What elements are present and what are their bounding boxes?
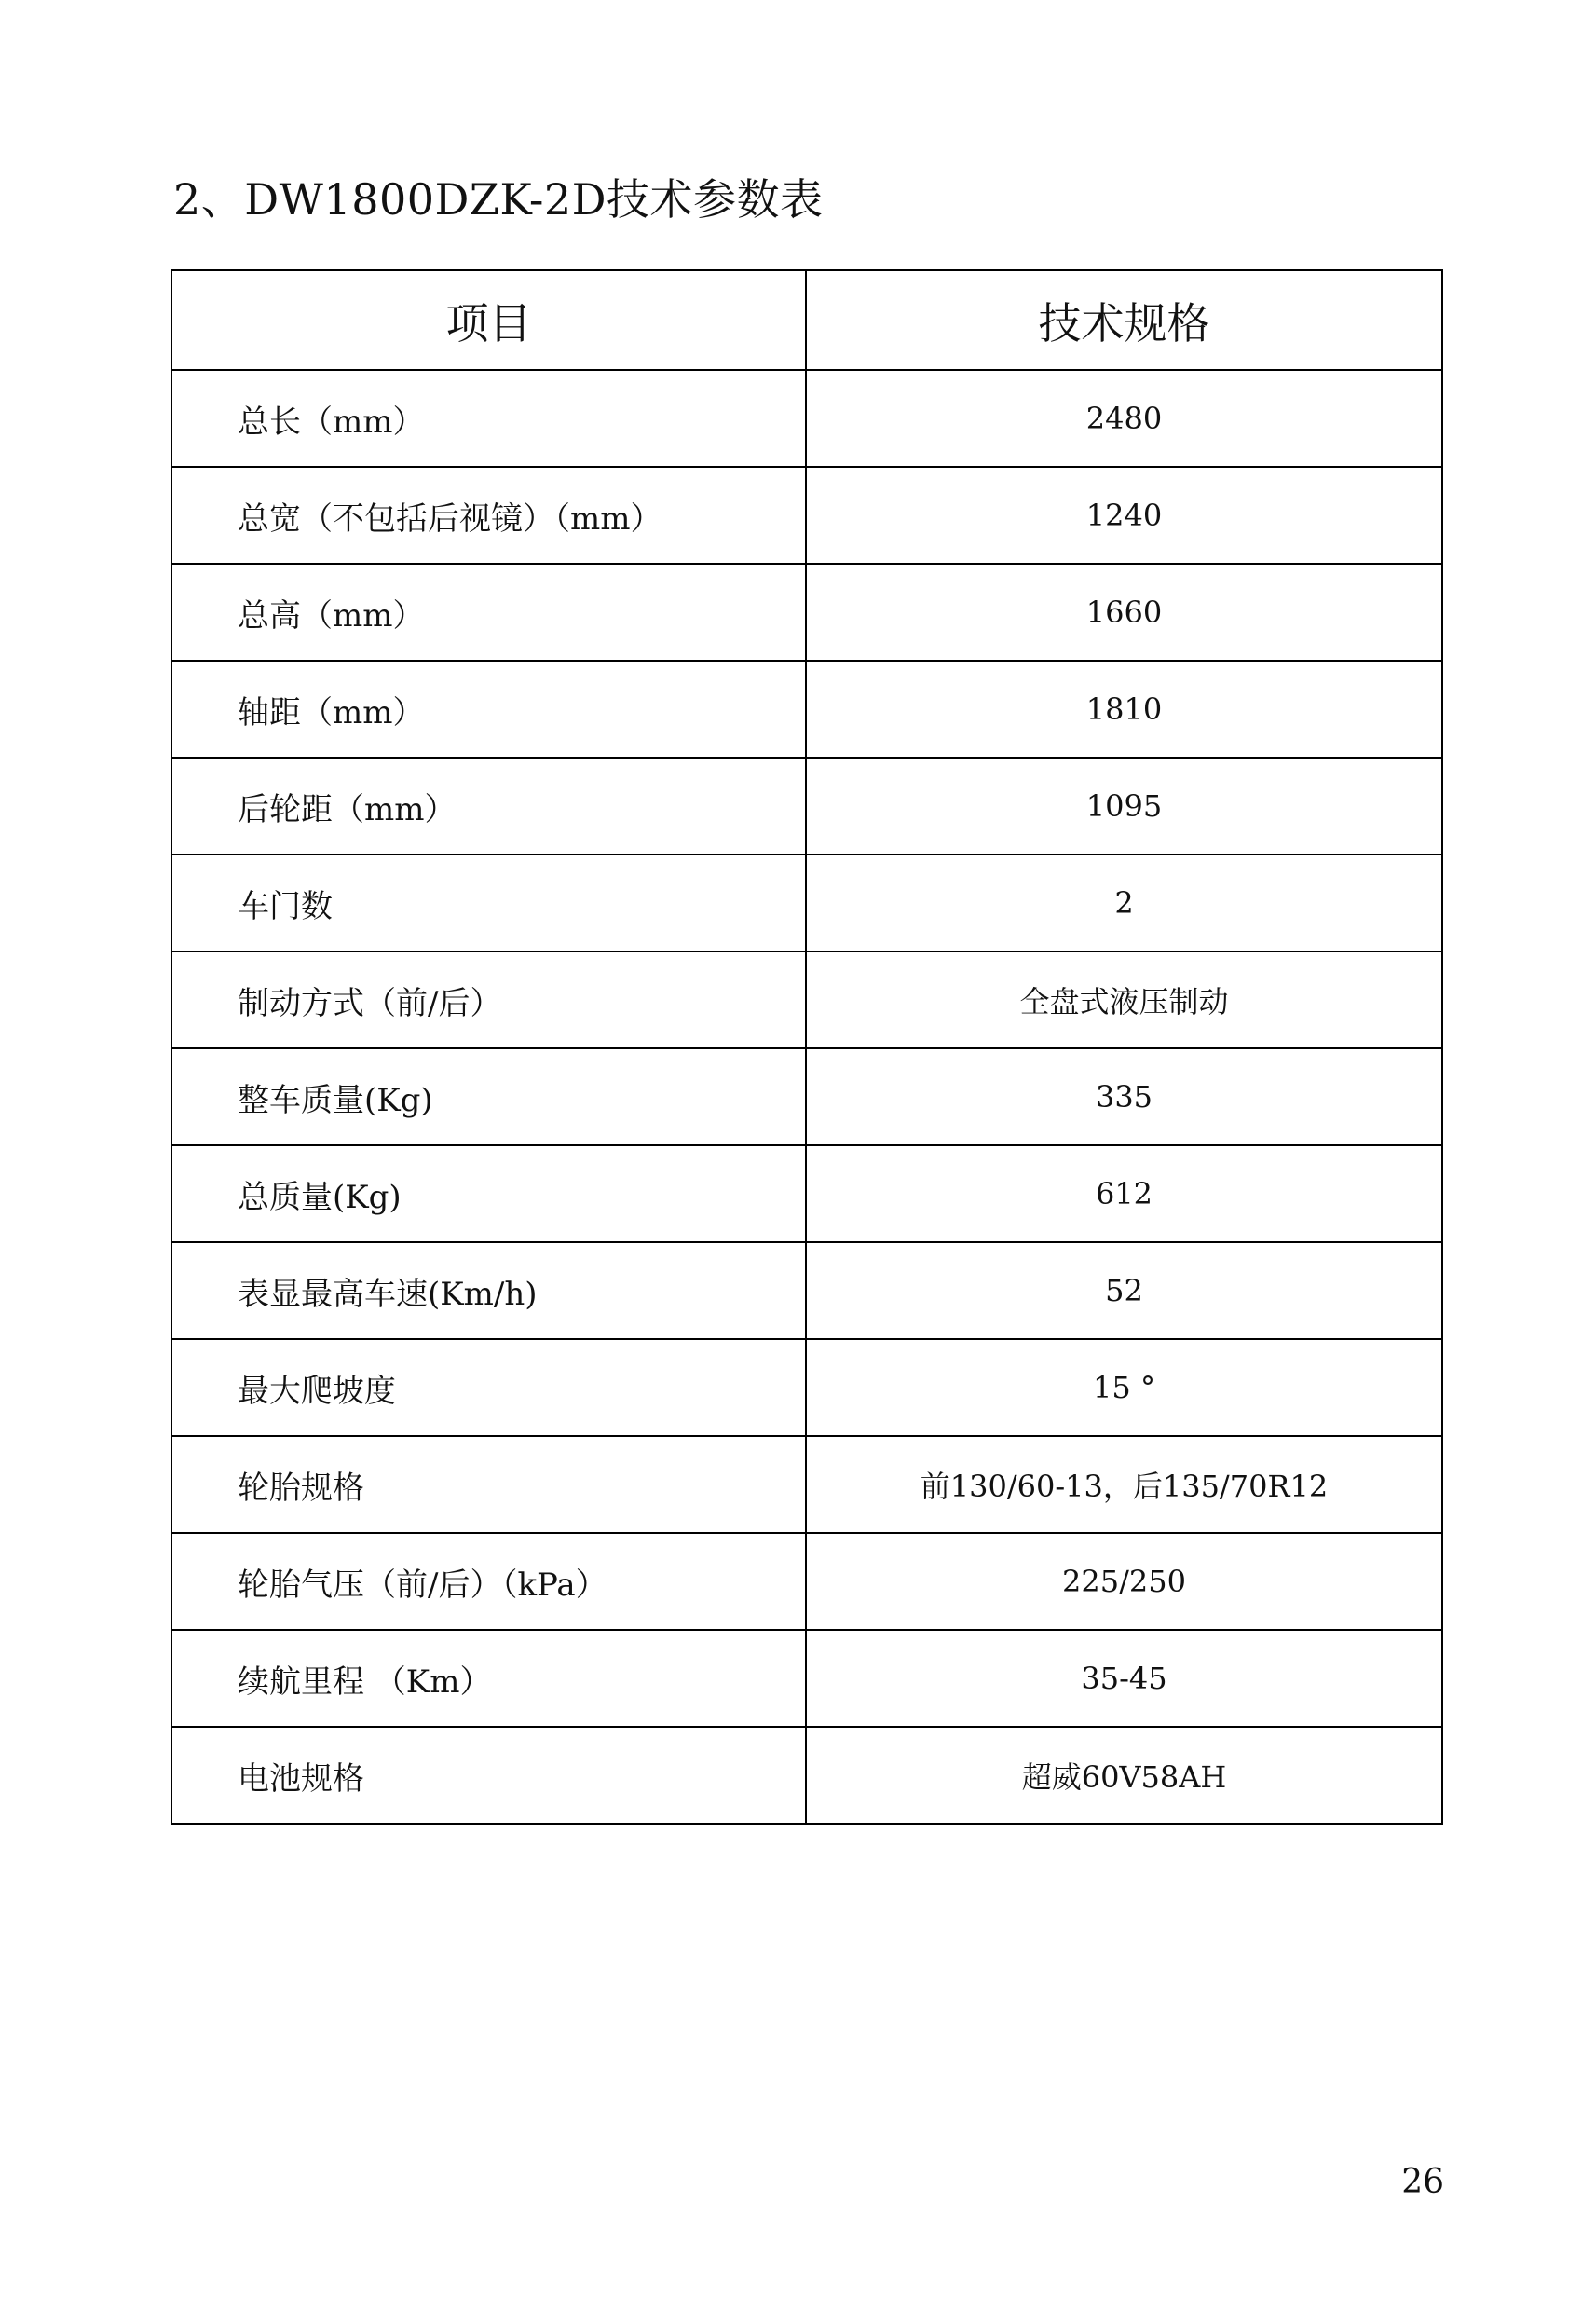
row-spec-cell: 2 <box>806 855 1442 951</box>
row-spec-cell: 52 <box>806 1242 1442 1339</box>
table-row <box>171 855 1442 951</box>
row-item-cell: 轴距（mm） <box>171 661 806 758</box>
table-row <box>171 467 1442 564</box>
row-spec-cell: 15 ° <box>806 1339 1442 1436</box>
row-spec-cell: 335 <box>806 1048 1442 1145</box>
row-item-cell: 续航里程 （Km） <box>171 1630 806 1727</box>
row-item-cell: 总长（mm） <box>171 370 806 467</box>
row-spec-cell: 1660 <box>806 564 1442 661</box>
table-row <box>171 1339 1442 1436</box>
table-row <box>171 1436 1442 1533</box>
table-row <box>171 370 1442 467</box>
table-row <box>171 951 1442 1048</box>
row-spec-cell: 612 <box>806 1145 1442 1242</box>
row-item-cell: 轮胎气压（前/后）（kPa） <box>171 1533 806 1630</box>
row-item-cell: 总质量(Kg) <box>171 1145 806 1242</box>
table-row <box>171 1533 1442 1630</box>
table-row <box>171 661 1442 758</box>
row-spec-cell: 225/250 <box>806 1533 1442 1630</box>
row-item-cell: 电池规格 <box>171 1727 806 1824</box>
table-row <box>171 758 1442 855</box>
row-item-cell: 车门数 <box>171 855 806 951</box>
table-header-row <box>171 270 1442 370</box>
row-item-cell: 后轮距（mm） <box>171 758 806 855</box>
table-row <box>171 1048 1442 1145</box>
row-item-cell: 整车质量(Kg) <box>171 1048 806 1145</box>
spec-table <box>171 269 1443 1825</box>
row-item-cell: 总高（mm） <box>171 564 806 661</box>
row-spec-cell: 超威60V58AH <box>806 1727 1442 1824</box>
row-item-cell: 制动方式（前/后） <box>171 951 806 1048</box>
row-item-cell: 表显最高车速(Km/h) <box>171 1242 806 1339</box>
row-spec-cell: 1095 <box>806 758 1442 855</box>
column-header-spec: 技术规格 <box>806 270 1442 370</box>
table-row <box>171 1727 1442 1824</box>
table-row <box>171 1630 1442 1727</box>
row-spec-cell: 2480 <box>806 370 1442 467</box>
page-number: 26 <box>1401 2163 1444 2201</box>
row-spec-cell: 1810 <box>806 661 1442 758</box>
row-spec-cell: 全盘式液压制动 <box>806 951 1442 1048</box>
row-item-cell: 轮胎规格 <box>171 1436 806 1533</box>
row-spec-cell: 1240 <box>806 467 1442 564</box>
table-row <box>171 564 1442 661</box>
page-title: 2、DW1800DZK-2D技术参数表 <box>173 174 824 225</box>
row-spec-cell: 前130/60-13，后135/70R12 <box>806 1436 1442 1533</box>
row-spec-cell: 35-45 <box>806 1630 1442 1727</box>
table-row <box>171 1242 1442 1339</box>
row-item-cell: 最大爬坡度 <box>171 1339 806 1436</box>
column-header-item: 项目 <box>171 270 806 370</box>
row-item-cell: 总宽（不包括后视镜）（mm） <box>171 467 806 564</box>
table-row <box>171 1145 1442 1242</box>
